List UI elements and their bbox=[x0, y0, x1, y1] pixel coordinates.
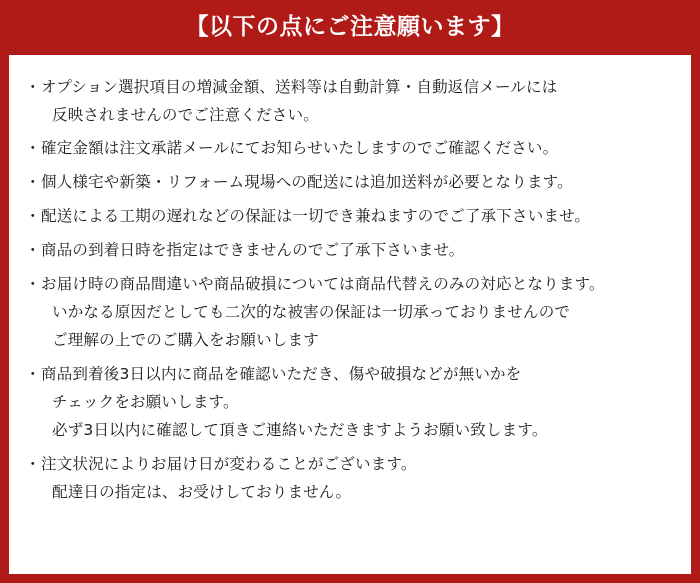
bullet-icon: ・ bbox=[25, 454, 41, 473]
notice-line bbox=[25, 454, 675, 475]
notice-line bbox=[25, 364, 675, 385]
notice-line bbox=[25, 172, 675, 193]
notice-line bbox=[25, 206, 675, 227]
notice-text: 商品到着後3日以内に商品を確認いただき、傷や破損などが無いかを bbox=[41, 364, 522, 383]
notice-list bbox=[25, 77, 675, 503]
bullet-icon: ・ bbox=[25, 241, 41, 260]
notice-title: 【以下の点にご注意願います】 bbox=[185, 14, 515, 40]
notice-text: 配送による工期の遅れなどの保証は一切でき兼ねますのでご了承下さいませ。 bbox=[41, 207, 591, 226]
list-item bbox=[25, 364, 675, 441]
bullet-icon: ・ bbox=[25, 77, 41, 96]
bullet-icon: ・ bbox=[25, 275, 41, 294]
notice-text: 反映されませんのでご注意ください。 bbox=[52, 105, 319, 124]
bullet-icon: ・ bbox=[25, 139, 41, 158]
notice-text: いかなる原因だとしても二次的な被害の保証は一切承っておりませんので bbox=[52, 303, 571, 322]
notice-line bbox=[25, 77, 675, 98]
notice-body bbox=[9, 55, 691, 574]
list-item bbox=[25, 454, 675, 503]
list-item bbox=[25, 172, 675, 193]
list-item bbox=[25, 206, 675, 227]
notice-text: 注文状況によりお届け日が変わることがございます。 bbox=[41, 454, 417, 473]
notice-line bbox=[25, 240, 675, 261]
notice-text: お届け時の商品間違いや商品破損については商品代替えのみの対応となります。 bbox=[41, 275, 605, 294]
notice-text: 必ず3日以内に確認して頂きご連絡いただきますようお願い致します。 bbox=[52, 420, 548, 439]
notice-text: 商品の到着日時を指定はできませんのでご了承下さいませ。 bbox=[41, 241, 465, 260]
bullet-icon: ・ bbox=[25, 173, 41, 192]
list-item bbox=[25, 240, 675, 261]
notice-text: チェックをお願いします。 bbox=[52, 392, 239, 411]
bullet-icon: ・ bbox=[25, 364, 41, 383]
list-item bbox=[25, 138, 675, 159]
notice-text: ご理解の上でのご購入をお願いします bbox=[52, 330, 319, 349]
notice-text: 個人様宅や新築・リフォーム現場への配送には追加送料が必要となります。 bbox=[41, 173, 573, 192]
list-item bbox=[25, 77, 675, 126]
notice-line bbox=[25, 138, 675, 159]
list-item bbox=[25, 274, 675, 351]
bullet-icon: ・ bbox=[25, 207, 41, 226]
notice-text: 確定金額は注文承諾メールにてお知らせいたしますのでご確認ください。 bbox=[41, 139, 559, 158]
notice-text: 配達日の指定は、お受けしておりません。 bbox=[52, 482, 352, 501]
notice-text: オプション選択項目の増減金額、送料等は自動計算・自動返信メールには bbox=[41, 77, 558, 96]
notice-line bbox=[25, 274, 675, 295]
